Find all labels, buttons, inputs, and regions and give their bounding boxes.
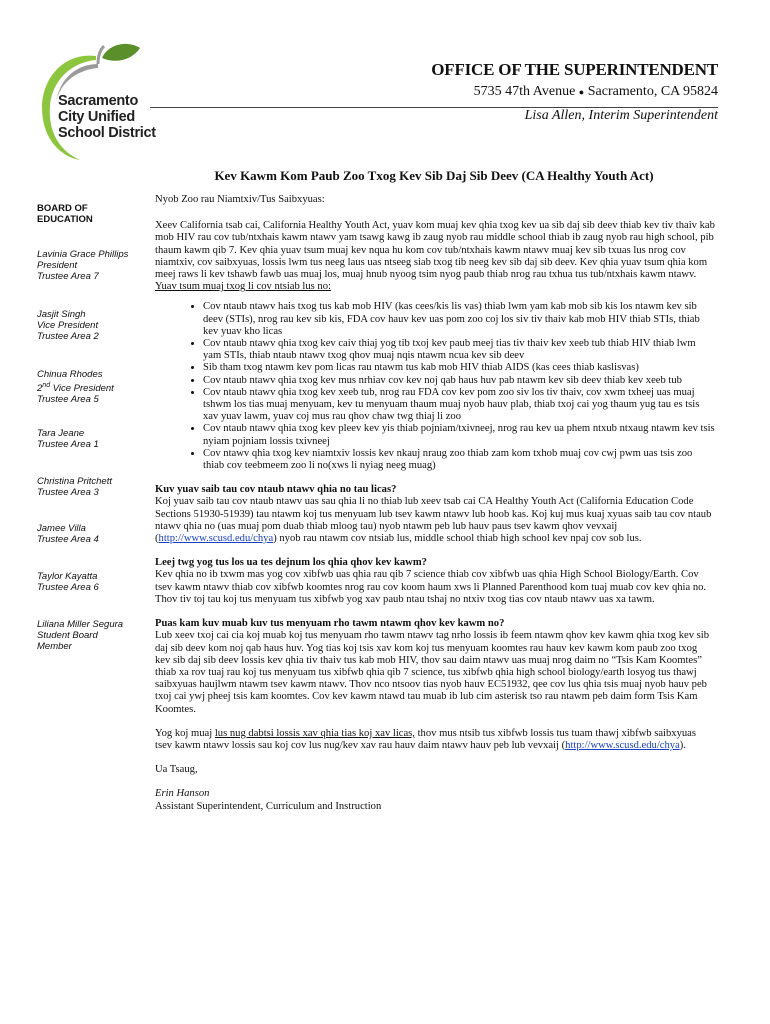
answer-text: Koj yuav saib tau cov ntaub ntawv uas sau qhia li no thiab lub xeev tsab cai CA Healthy Youth Act (California Education Code Sections 51930-51939) tau ntawm koj tus menyuam lub tsev kawm ntawv lub hoob kas. Koj kuj mus kuaj xyuas saib tau cov ntaub ntawv qhia no (uas muaj pom duab thiab mloog tau) nyob ntawm peb lub hauv paus tsev kawm qhov vevxaij ( [155, 496, 712, 545]
list-item: • Cov ntaub ntawv qhia txog kev pleev kev yis thiab pojniam/txivneej, nrog rau kev ua phem ntxub ntxaug ntawm kev tsis nyiam pojniam lossis txivneej [203, 423, 715, 447]
list-item: • Cov ntaub ntawv qhia txog kev xeeb tub, nrog rau FDA cov kev pom zoo siv los tiv thaiv, cov xwm txheej uas muaj tshwm los tias muaj menyuam, kev tu menyuam thaum muaj nyob hauv plab, thiab txoj cai yog thaum yug tau es tsis xav yuav lawm, yuav coj mus rau qhov chaw twg thiaj li zoo [203, 387, 715, 424]
member-role: President [37, 260, 78, 271]
board-member [37, 309, 147, 342]
list-item: • Cov ntaub ntawv qhia txog kev mus nrhiav cov kev noj qab haus huv pab ntawm kev sib deev thiab kev xeeb tub [203, 375, 715, 387]
letter-title: Kev Kawm Kom Paub Zoo Txog Kev Sib Daj Sib Deev (CA Healthy Youth Act) [214, 168, 654, 183]
member-area: Member [37, 641, 72, 652]
member-role-ordinal: nd [42, 382, 51, 389]
member-area: Trustee Area 2 [37, 331, 99, 342]
board-member [37, 619, 147, 652]
member-area: Trustee Area 3 [37, 487, 99, 498]
address-city: Sacramento, CA 95824 [587, 84, 718, 99]
topic-list [155, 301, 715, 472]
list-item: • Cov ntawv qhia txog kev niamtxiv lossis kev nkauj nraug zoo thiab zam kom txhob muaj cov cwj pwm uas tsis zoo thiab cov teebmeem zoo li no(xws li nyiag neeg muag) [203, 448, 715, 472]
contact-text-tail: ). [679, 739, 686, 751]
list-item: • Cov ntaub ntawv qhia txog kev caiv thiaj yog tib txoj kev paub meej tias tiv thaiv kev xeeb tub thiab HIV thiab lwm yam STIs, thiab ntaub ntawv txog qhov muaj nqis ntawm ncua kev sib deev [203, 338, 715, 362]
member-role [37, 380, 147, 394]
chya-link[interactable]: http://www.scusd.edu/chya [565, 739, 680, 751]
member-name: Liliana Miller Segura [37, 619, 124, 630]
contact-underlined: lus nug dabtsi lossis xav qhia tias koj xav licas, [214, 727, 415, 739]
member-area: Trustee Area 4 [37, 534, 99, 545]
question-heading: Kuv yuav saib tau cov ntaub ntawv qhia no tau licas? [155, 484, 397, 496]
contact-text-mid: thov mus ntsib tus xibfwb lossis tus tuam thawj xibfwb saibxyuas tsev kawm ntawv lossis sau koj cov lus nug/kev xav rau hauv daim ntawv hauv peb lub vevxaij ( [155, 727, 696, 751]
board-heading-line-1: BOARD OF [37, 203, 88, 214]
member-role: Vice President [37, 320, 99, 331]
signer-title: Assistant Superintendent, Curriculum and Instruction [155, 800, 382, 812]
logo-line-3: School District [58, 125, 156, 141]
answer-paragraph [155, 496, 715, 545]
board-heading-line-2: EDUCATION [37, 214, 93, 225]
board-member [37, 369, 147, 405]
member-name: Jasjit Singh [37, 309, 86, 320]
office-title: OFFICE OF THE SUPERINTENDENT [431, 60, 718, 79]
member-area: Trustee Area 6 [37, 582, 99, 593]
apple-stem-icon [98, 46, 104, 64]
letterhead [431, 60, 718, 100]
answer-text-tail: ) nyob rau ntawm cov ntsiab lus, middle school thiab high school kev npaj cov sob lus. [273, 533, 642, 545]
member-name: Taylor Kayatta [37, 571, 98, 582]
board-member [37, 571, 147, 593]
list-item: • Sib tham txog ntawm kev pom licas rau ntawm tus kab mob HIV thiab AIDS (kas cees thiab kaslisvas) [203, 362, 715, 374]
member-name: Lavinia Grace Phillips [37, 249, 129, 260]
district-name [58, 93, 156, 141]
question-heading: Puas kam kuv muab kuv tus menyuam rho tawm ntawm qhov kev kawm no? [155, 618, 505, 630]
letter-body [155, 194, 715, 813]
logo-line-1: Sacramento [58, 93, 139, 109]
address-separator: ● [578, 87, 585, 97]
logo-line-2: City Unified [58, 109, 135, 125]
chya-link[interactable]: http://www.scusd.edu/chya [158, 533, 274, 545]
member-area: Trustee Area 7 [37, 271, 99, 282]
answer-paragraph: Kev qhia no ib txwm mas yog cov xibfwb uas qhia rau qib 7 science thiab cov xibfwb uas qhia High School Biology/Earth. Cov tsev kawm ntawv thiab cov xibfwb koomtes nrog rau cov koom haum xws li Planned Parenthood kom tuaj muab cov kev qhia no. Thov tiv toj tau koj tus menyuam tus xibfwb yog xav paub ntau tshaj no ntxiv txog tias cov ntaub ntawv uas xa tawm. [155, 569, 707, 605]
contact-text: Yog koj muaj [155, 727, 215, 739]
closing: Ua Tsaug, [155, 764, 198, 776]
member-name: Tara Jeane [37, 428, 85, 439]
board-member [37, 476, 147, 498]
contact-paragraph [155, 728, 715, 752]
member-role-text: Vice President [50, 383, 114, 395]
intro-paragraph [155, 220, 715, 293]
question-heading: Leej twg yog tus los ua tes dejnum los qhia qhov kev kawm? [155, 557, 427, 569]
greeting: Nyob Zoo rau Niamtxiv/Tus Saibxyuas: [155, 194, 325, 205]
signer-name: Erin Hanson [155, 788, 210, 800]
member-role-number: 2 [37, 383, 43, 395]
address [431, 84, 718, 100]
member-name: Christina Pritchett [37, 476, 112, 487]
address-street: 5735 47th Avenue [473, 84, 576, 99]
list-item: • Cov ntaub ntawv hais txog tus kab mob HIV (kas cees/kis lis vas) thiab lwm yam kab mob sib kis los ntawm kev sib deev (STIs), nrog rau kev sib kis, FDA cov hauv kev uas pom zoo coj los siv tiv thaiv kab mob HIV thiab STIs, thiab kev yuav kho licas [203, 301, 715, 338]
board-sidebar [37, 203, 147, 652]
superintendent-name: Lisa Allen, Interim Superintendent [524, 108, 718, 123]
answer-paragraph: Lub xeev txoj cai cia koj muab koj tus menyuam rho tawm ntawv tag nrho lossis ib feem ntawm qhov kev kawm qhia txog kev sib daj sib deev kom noj qab haus huv. Yog tias koj tsis xav kom koj tus menyuam koomtes rau hauv kev kawm kom paub zoo txog kev sib daj sib deev lossis kev qhia tiv thaiv tus kab mob HIV, thov sau daim ntawv uas muaj nrog daim no “Tsis Kam Koomtes” thiab xa rov tuaj rau koj tus menyuam tus xibfwb qhia qib 7 science, tus xibfwb qhia high school biology/earth losyog tus thawj saibxyuas haujlwm ntawm tsev kawm ntawv. Thov nco ntsoov tias nyob hauv EC51932, qee cov lus qhia tsis muaj nyob hauv peb txoj cai ywj pheej tsis kam koomtes. Cov kev kawm ntawd tau muab ib lub cim asterisk tso rau ntawm peb daim form Tsis Kam Koomtes. [155, 630, 710, 715]
member-name: Chinua Rhodes [37, 369, 103, 380]
board-member [37, 428, 147, 450]
board-heading [37, 203, 147, 225]
intro-underlined: Yuav tsum muaj txog li cov ntsiab lus no: [155, 281, 331, 293]
member-role: Student Board [37, 630, 98, 641]
board-member [37, 523, 147, 545]
board-member [37, 249, 147, 282]
member-name: Jamee Villa [37, 523, 86, 534]
intro-text: Xeev California tsab cai, California Healthy Youth Act, yuav kom muaj kev qhia txog kev ua sib daj sib deev thiab kev tiv thaiv kab mob HIV rau cov tub/ntxhais kawm ntawv yam tsawg kawg ib zaug nyob rau middle school thiab ib zaug nyob rau high school, pib thaum kawm qib 7. Kev qhia yuav tsum muaj kev nqua hu kom cov tub/ntxhais kawm ntawv muaj kev sib txuas lus nrog cov niamtxiv, cov saibxyuas, lossis lwm tus neeg laus uas ntseeg siab txog tib neeg kev sib daj sib deev. Kev qhia yuav tsum qhia kom meej raws li kev tshawb fawb uas muaj los, muaj hnub nyoog tsim nyog paub thiab nrog rau txhua tus tub/ntxhais kawm ntawv. [155, 220, 715, 281]
apple-leaf-icon [102, 44, 140, 61]
member-area: Trustee Area 1 [37, 439, 99, 450]
member-area: Trustee Area 5 [37, 394, 99, 406]
